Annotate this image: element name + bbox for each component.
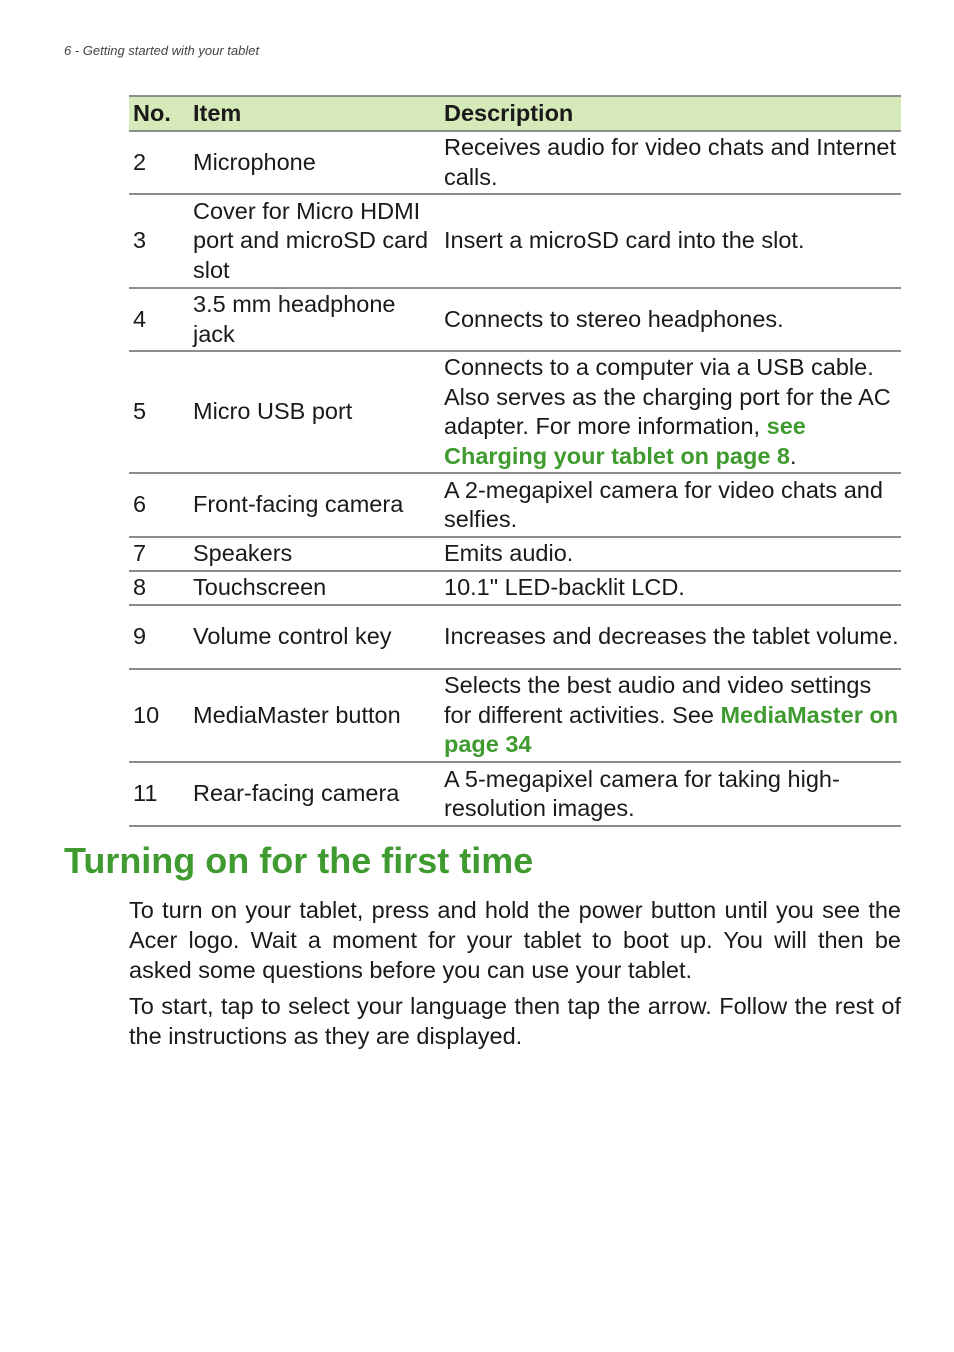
- row-item: Front-facing camera: [189, 473, 440, 537]
- description-text: Connects to a computer via a USB cable. Also serves as the charging port for the AC adapter. For more information,: [444, 354, 891, 439]
- table-row: [129, 131, 901, 194]
- row-description: Connects to stereo headphones.: [440, 288, 901, 351]
- row-description: Increases and decreases the tablet volume.: [440, 605, 901, 669]
- row-description: 10.1" LED-backlit LCD.: [440, 571, 901, 605]
- row-description: Insert a microSD card into the slot.: [440, 194, 901, 288]
- description-text: Selects the best audio and video settings for different activities. See: [444, 672, 872, 728]
- row-number: 7: [129, 537, 189, 571]
- table-row: [129, 288, 901, 351]
- table-row: [129, 762, 901, 826]
- row-description: Receives audio for video chats and Internet calls.: [440, 131, 901, 194]
- row-item: Microphone: [189, 131, 440, 194]
- description-suffix: .: [790, 442, 797, 469]
- row-item: Volume control key: [189, 605, 440, 669]
- body-paragraph: To turn on your tablet, press and hold the power button until you see the Acer logo. Wait a moment for your tablet to boot up. You will then be asked some questions before you can use your tablet.: [129, 897, 901, 983]
- cross-reference-link[interactable]: MediaMaster on page 34: [444, 701, 899, 758]
- table-row: [129, 605, 901, 669]
- row-number: 8: [129, 571, 189, 605]
- running-header: 6 - Getting started with your tablet: [64, 43, 260, 58]
- row-number: 2: [129, 131, 189, 194]
- table-row: [129, 571, 901, 605]
- table-row: [129, 473, 901, 537]
- cross-reference-link[interactable]: see Charging your tablet on page 8: [444, 413, 806, 469]
- table-row: [129, 194, 901, 288]
- table-header-row: [129, 96, 901, 131]
- body-paragraph: To start, tap to select your language then tap the arrow. Follow the rest of the instructions as they are displayed.: [129, 993, 901, 1049]
- component-table: [129, 95, 901, 827]
- row-description: A 2-megapixel camera for video chats and selfies.: [440, 473, 901, 537]
- table-row: [129, 537, 901, 571]
- row-number: 10: [129, 669, 189, 762]
- row-number: 11: [129, 762, 189, 826]
- row-number: 3: [129, 194, 189, 288]
- row-item: Touchscreen: [189, 571, 440, 605]
- row-number: 9: [129, 605, 189, 669]
- row-item: Rear-facing camera: [189, 762, 440, 826]
- row-item: Micro USB port: [189, 351, 440, 473]
- row-description: [440, 351, 901, 473]
- row-item: Cover for Micro HDMI port and microSD card slot: [189, 194, 440, 288]
- row-description: A 5-megapixel camera for taking high-resolution images.: [440, 762, 901, 826]
- row-description: Emits audio.: [440, 537, 901, 571]
- column-header-item: Item: [189, 96, 440, 131]
- column-header-no: No.: [129, 96, 189, 131]
- row-number: 6: [129, 473, 189, 537]
- column-header-description: Description: [440, 96, 901, 131]
- table-row: [129, 669, 901, 762]
- row-number: 4: [129, 288, 189, 351]
- row-item: 3.5 mm headphone jack: [189, 288, 440, 351]
- row-item: MediaMaster button: [189, 669, 440, 762]
- row-description: [440, 669, 901, 762]
- table-row: [129, 351, 901, 473]
- row-item: Speakers: [189, 537, 440, 571]
- section-title: Turning on for the first time: [64, 840, 534, 881]
- row-number: 5: [129, 351, 189, 473]
